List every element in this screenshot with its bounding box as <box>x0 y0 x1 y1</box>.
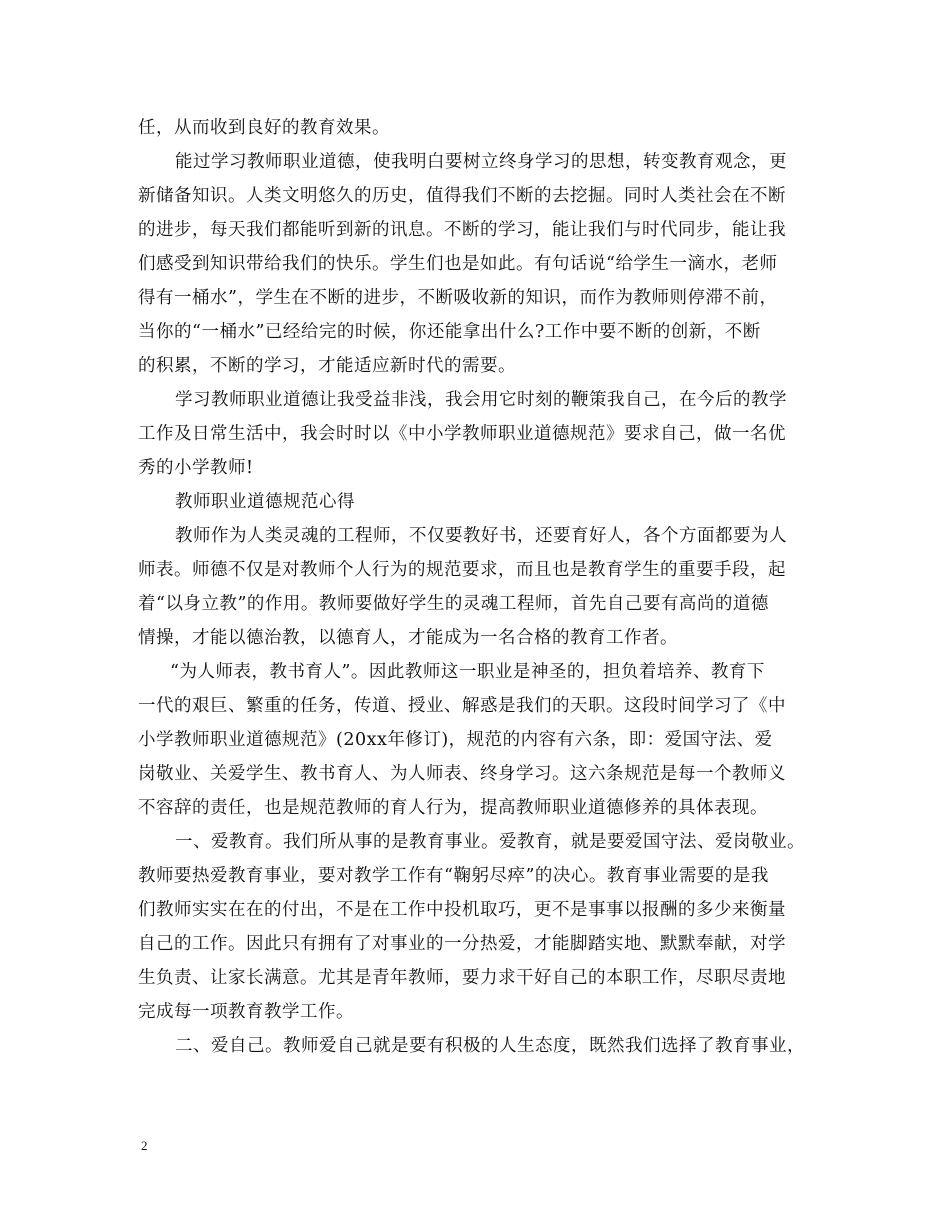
text-line: 一代的艰巨、繁重的任务，传道、授业、解惑是我们的天职。这段时间学习了《中 <box>138 696 786 716</box>
text-line: 们教师实实在在的付出，不是在工作中投机取巧，更不是事事以报酬的多少来衡量 <box>138 900 786 920</box>
text-line: 得有一桶水”，学生在不断的进步，不断吸收新的知识，而作为教师则停滞不前， <box>138 288 778 308</box>
text-line: 的进步，每天我们都能听到新的讯息。不断的学习，能让我们与时代同步，能让我 <box>138 220 786 240</box>
text-line: 师表。师德不仅是对教师个人行为的规范要求，而且也是教育学生的重要手段，起 <box>138 560 786 580</box>
text-line: 当你的“一桶水”已经给完的时候，你还能拿出什么?工作中要不断的创新，不断 <box>138 322 761 342</box>
text-line: 教师要热爱教育事业，要对教学工作有“鞠躬尽瘁”的决心。教育事业需要的是我 <box>138 866 769 886</box>
text-line: 自己的工作。因此只有拥有了对事业的一分热爱，才能脚踏实地、默默奉献，对学 <box>138 934 786 954</box>
section-heading: 教师职业道德规范心得 <box>175 492 355 512</box>
text-line: 生负责、让家长满意。尤其是青年教师，要力求干好自己的本职工作，尽职尽责地 <box>138 968 786 988</box>
page-number: 2 <box>141 1138 148 1153</box>
text-line: 一、爱教育。我们所从事的是教育事业。爱教育，就是要爱国守法、爱岗敬业。 <box>175 832 805 852</box>
text-line: 秀的小学教师! <box>138 458 254 478</box>
text-line: 不容辞的责任，也是规范教师的育人行为，提高教师职业道德修养的具体表现。 <box>138 798 768 818</box>
text-line: 任，从而收到良好的教育效果。 <box>138 118 390 138</box>
text-line: 小学教师职业道德规范》(20xx年修订)，规范的内容有六条，即：爱国守法、爱 <box>138 730 773 750</box>
text-line: 完成每一项教育教学工作。 <box>138 1002 354 1022</box>
text-line: 们感受到知识带给我们的快乐。学生们也是如此。有句话说“给学生一滴水，老师 <box>138 254 778 274</box>
text-line: 着“以身立教”的作用。教师要做好学生的灵魂工程师，首先自己要有高尚的道德 <box>138 594 769 614</box>
text-line: 学习教师职业道德让我受益非浅，我会用它时刻的鞭策我自己，在今后的教学 <box>175 390 787 410</box>
text-line: 能过学习教师职业道德，使我明白要树立终身学习的思想，转变教育观念，更 <box>175 152 787 172</box>
text-line: 的积累，不断的学习，才能适应新时代的需要。 <box>138 356 516 376</box>
text-line: 工作及日常生活中，我会时时以《中小学教师职业道德规范》要求自己，做一名优 <box>138 424 786 444</box>
text-line: 情操，才能以德治教，以德育人，才能成为一名合格的教育工作者。 <box>138 628 678 648</box>
text-line: 岗敬业、关爱学生、教书育人、为人师表、终身学习。这六条规范是每一个教师义 <box>138 764 786 784</box>
text-line: 二、爱自己。教师爱自己就是要有积极的人生态度，既然我们选择了教育事业， <box>175 1036 805 1056</box>
text-line: 教师作为人类灵魂的工程师，不仅要教好书，还要育好人，各个方面都要为人 <box>175 526 787 546</box>
text-line: “为人师表，教书育人”。因此教师这一职业是神圣的，担负着培养、教育下 <box>170 662 765 682</box>
text-line: 新储备知识。人类文明悠久的历史，值得我们不断的去挖掘。同时人类社会在不断 <box>138 186 786 206</box>
